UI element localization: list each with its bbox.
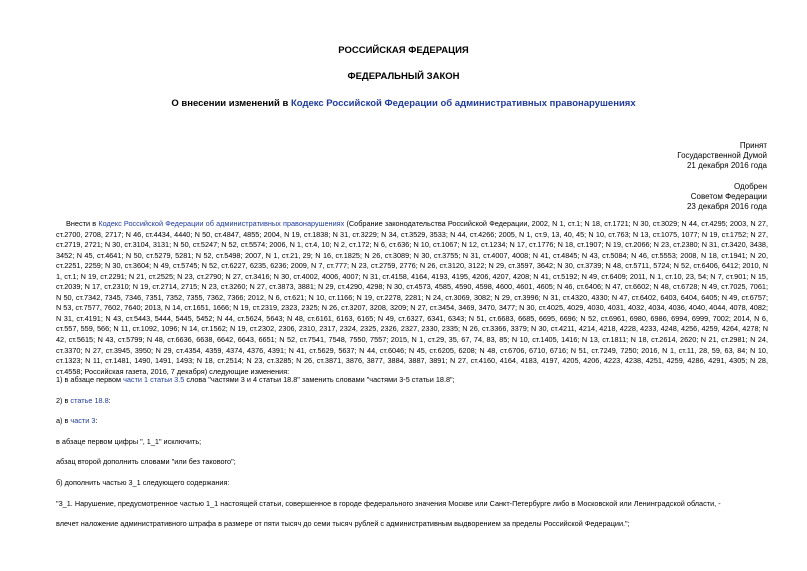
amendment-line-supplement: абзац второй дополнить словами "или без такового"; [56,457,236,466]
amendment-line-exclude: в абзаце первом цифры ", 1_1" исключить; [56,437,202,446]
approved-date: 23 декабря 2016 года [686,202,767,211]
law-title-prefix: О внесении изменений в [171,98,291,109]
new-part-3-1-text: "3_1. Нарушение, предусмотренное частью 1_1 настоящей статьи, совершенное в городе федерального значения Москве или Санкт-Петербурге либо в Московской или Ленинградской области, - [56,499,721,508]
intro-prefix: Внести в [66,219,99,228]
law-type-heading: ФЕДЕРАЛЬНЫЙ ЗАКОН [347,71,460,82]
item-a-prefix: а) в [56,416,71,425]
approved-body: Советом Федерации [690,192,767,201]
approved-label: Одобрен [733,182,767,191]
item-2-prefix: 2) в [56,396,71,405]
adopted-block [677,141,767,171]
approved-block [687,182,767,212]
item-1-prefix: 1) в абзаце первом [56,375,124,384]
item-2-suffix: : [108,396,111,405]
intro-code-link[interactable]: Кодекс Российской Федерации об административных правонарушениях [98,219,345,228]
adopted-date: 21 декабря 2016 года [686,161,767,170]
item-1-suffix: слова "частями 3 и 4 статьи 18.8" заменить словами "частями 3-5 статьи 18.8"; [184,375,455,384]
amendment-item-a [56,416,97,425]
part-3-link[interactable]: части 3 [70,416,96,425]
intro-text: (Собрание законодательства Российской Федерации, 2002, N 1, ст.1; N 18, ст.1721; N 30, ст.3029; N 44, ст.4295; 2003, N 27, ст.2700, 2708, 2717; N 46, ст.4434, 4440; N 50, ст.4847, 4855; 2004, N 19, ст.1838; N 31, ст.3229; N 34, ст.3529, 3533; N 44, ст.4266; 2005, N 1, ст.9, 13, 40, 45; N 10, ст.763; N 13, ст.1075, 1077; N 19, ст.1752; N 27, ст.2719, 2721; N 30, ст.3104, 3131; N 50, ст.5247; N 52, ст.5574; 2006, N 1, ст.4, 10; N 2, ст.172; N 6, ст.636; N 10, ст.1067; N 12, ст.1234; N 17, ст.1776; N 18, ст.1907; N 19, ст.2066; N 23, ст.2380; N 31, ст.3420, 3438, 3452; N 45, ст.4641; N 50, ст.5279, 5281; N 52, ст.5498; 2007, N 1, ст.21, 29; N 16, ст.1825; N 26, ст.3089; N 30, ст.3755; N 31, ст.4007, 4008; N 41, ст.4845; N 43, ст.5084; N 46, ст.5553; 2008, N 18, ст.1941; N 20, ст.2251, 2259; N 30, ст.3604; N 49, ст.5745; N 52, ст.6227, 6235, 6236; 2009, N 7, ст.777; N 23, ст.2759, 2776; N 26, ст.3120, 3122; N 29, ст.3597, 3642; N 30, ст.3739; N 48, ст.5711, 5724; N 52, ст.6406, 6412; 2010, N 1, ст.1; N 19, ст.2291; N 21, ст.2525; N 23, ст.2790; N 27, ст.3416; N 30, ст.4002, 4006, 4007; N 31, ст.4158, 4164, 4193, 4195, 4206, 4207, 4208; N 41, ст.5192; N 49, ст.6409; 2011, N 1, ст.10, 23, 54; N 7, ст.901; N 15, ст.2039; N 17, ст.2310; N 19, ст.2714, 2715; N 23, ст.3260; N 27, ст.3873, 3881; N 29, ст.4290, 4298; N 30, ст.4573, 4585, 4590, 4598, 4600, 4601, 4605; N 46, ст.6406; N 47, ст.6602; N 48, ст.6728; N 49, ст.7025, 7061; N 50, ст.7342, 7345, 7346, 7351, 7352, 7355, 7362, 7366; 2012, N 6, ст.621; N 10, ст.1166; N 19, ст.2278, 2281; N 24, ст.3069, 3082; N 29, ст.3996; N 31, ст.4320, 4330; N 47, ст.6402, 6403, 6404, 6405; N 49, ст.6757; N 53, ст.7577, 7602, 7640; 2013, N 14, ст.1651, 1666; N 19, ст.2319, 2323, 2325; N 26, ст.3207, 3208, 3209; N 27, ст.3454, 3469, 3470, 3477; N 30, ст.4025, 4029, 4030, 4031, 4032, 4034, 4036, 4040, 4044, 4078, 4082; N 31, ст.4191; N 43, ст.5443, 5444, 5445, 5452; N 44, ст.5624, 5643; N 48, ст.6161, 6163, 6165; N 49, ст.6327, 6341, 6343; N 51, ст.6683, 6685, 6695, 6696; N 52, ст.6961, 6980, 6986, 6994, 6999, 7002; 2014, N 6, ст.557, 559, 566; N 11, ст.1092, 1096; N 14, ст.1562; N 19, ст.2302, 2306, 2310, 2317, 2324, 2325, 2326, 2327, 2330, 2335; N 26, ст.3366, 3379; N 30, ст.4211, 4214, 4218, 4228, 4233, 4248, 4256, 4259, 4264, 4278; N 42, ст.5615; N 43, ст.5799; N 48, ст.6636, 6638, 6642, 6643, 6651; N 52, ст.7541, 7548, 7550, 7557; 2015, N 1, ст.29, 35, 67, 74, 83, 85; N 10, ст.1405, 1416; N 13, ст.1811; N 18, ст.2614, 2620; N 21, ст.2981; N 24, ст.3370; N 27, ст.3945, 3950; N 29, ст.4354, 4359, 4374, 4376, 4391; N 41, ст.5629, 5637; N 44, ст.6046; N 45, ст.6205, 6208; N 48, ст.6706, 6710, 6716; N 51, ст.7249, 7250; 2016, N 1, ст.11, 28, 59, 63, 84; N 10, ст.1323; N 11, ст.1481, 1490, 1491, 1493; N 18, ст.2514; N 23, ст.3285; N 26, ст.3871, 3876, 3877, 3884, 3887, 3891; N 27, ст.4160, 4164, 4183, 4197, 4205, 4206, 4223, 4238, 4251, 4259, 4286, 4291, 4305; N 28, ст.4558; Российская газета, 2016, 7 декабря) следующие изменения: [56,219,769,376]
code-link[interactable]: Кодекс Российской Федерации об административных правонарушениях [290,98,636,109]
amendment-item-1 [56,375,455,384]
article-18-8-link[interactable]: статье 18.8 [70,396,109,405]
item-a-suffix: : [95,416,98,425]
article-3-5-link[interactable]: части 1 статьи 3.5 [123,375,185,384]
federation-heading: РОССИЙСКАЯ ФЕДЕРАЦИЯ [338,45,469,56]
intro-paragraph [56,219,768,377]
adopted-label: Принят [739,141,767,150]
amendment-item-b: б) дополнить частью 3_1 следующего содержания: [56,478,230,487]
amendment-item-2 [56,396,111,405]
adopted-body: Государственной Думой [677,151,767,160]
law-title [0,98,807,109]
penalty-text: влечет наложение административного штрафа в размере от пяти тысяч до семи тысяч рублей с административным выдворением за пределы Российской Федерации."; [56,519,630,528]
